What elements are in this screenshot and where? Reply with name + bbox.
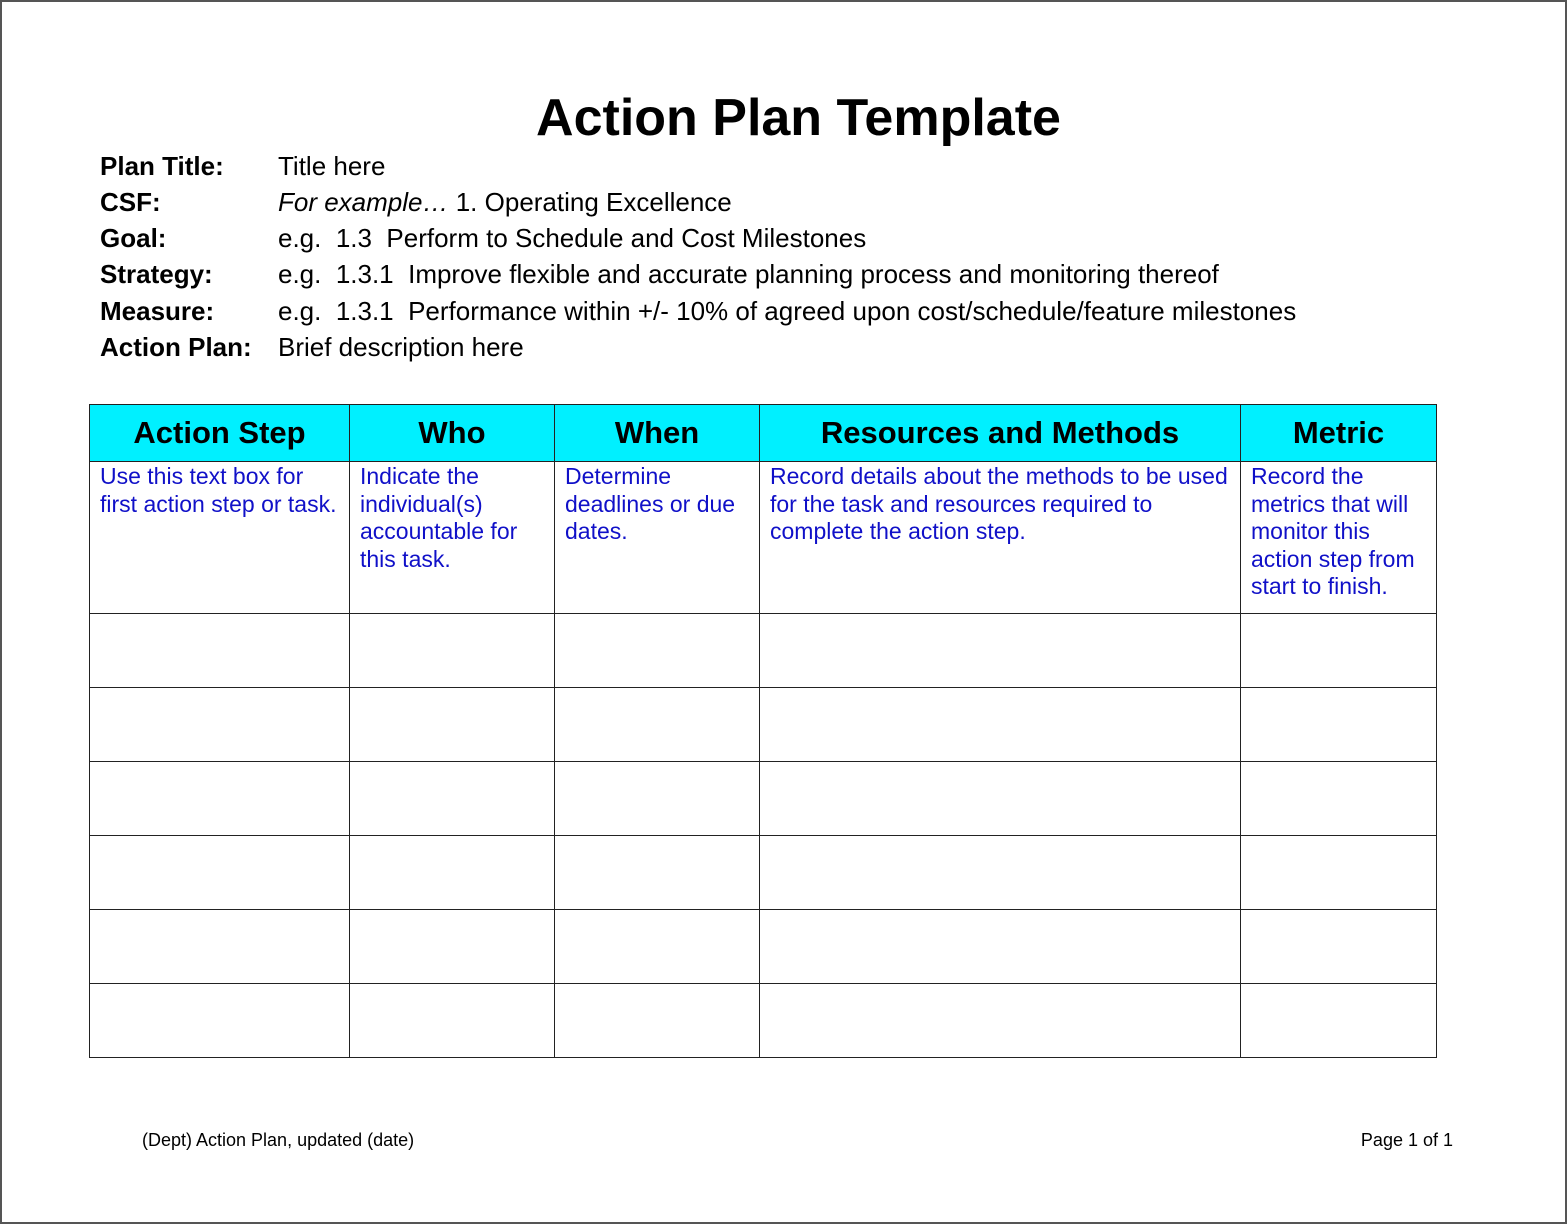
table-cell[interactable]: [760, 910, 1241, 984]
csf-label: CSF:: [100, 187, 161, 217]
table-row: [90, 688, 1437, 762]
csf-value[interactable]: [278, 184, 732, 220]
goal-value[interactable]: e.g. 1.3 Perform to Schedule and Cost Milestones: [278, 223, 867, 253]
table-cell[interactable]: [555, 910, 760, 984]
guidance-cell-who[interactable]: Indicate the individual(s) accountable for this task.: [350, 462, 555, 614]
table-cell[interactable]: [90, 762, 350, 836]
table-cell[interactable]: [760, 614, 1241, 688]
blank-rows: [90, 614, 1437, 1058]
footer-document-label: (Dept) Action Plan, updated (date): [142, 1130, 415, 1150]
table-row: [90, 762, 1437, 836]
action-plan-value[interactable]: Brief description here: [278, 332, 524, 362]
table-cell[interactable]: [90, 910, 350, 984]
action-plan-label: Action Plan:: [100, 332, 252, 362]
csf-example-prefix: For example…: [278, 187, 449, 217]
column-header-action-step: Action Step: [90, 405, 350, 462]
table-cell[interactable]: [1241, 984, 1437, 1058]
strategy-value[interactable]: e.g. 1.3.1 Improve flexible and accurate planning process and monitoring thereof: [278, 259, 1219, 289]
guidance-cell-metric[interactable]: Record the metrics that will monitor this action step from start to finish.: [1241, 462, 1437, 614]
table-cell[interactable]: [555, 614, 760, 688]
table-cell[interactable]: [1241, 836, 1437, 910]
plan-title-label: Plan Title:: [100, 151, 224, 181]
guidance-cell-action-step[interactable]: Use this text box for first action step or task.: [90, 462, 350, 614]
document-title: Action Plan Template: [536, 89, 1061, 147]
column-header-resources-and-methods: Resources and Methods: [760, 405, 1241, 462]
guidance-row: [90, 462, 1437, 614]
column-header-who: Who: [350, 405, 555, 462]
table-cell[interactable]: [555, 762, 760, 836]
goal-label: Goal:: [100, 223, 167, 253]
table-row: [90, 984, 1437, 1058]
table-cell[interactable]: [350, 910, 555, 984]
table-cell[interactable]: [1241, 762, 1437, 836]
table-cell[interactable]: [1241, 910, 1437, 984]
table-cell[interactable]: [90, 688, 350, 762]
column-header-when: When: [555, 405, 760, 462]
table-cell[interactable]: [760, 762, 1241, 836]
table-cell[interactable]: [760, 688, 1241, 762]
table-cell[interactable]: [555, 836, 760, 910]
table-cell[interactable]: [90, 984, 350, 1058]
table-cell[interactable]: [350, 836, 555, 910]
strategy-label: Strategy:: [100, 259, 213, 289]
table-cell[interactable]: [350, 688, 555, 762]
table-row: [90, 836, 1437, 910]
guidance-cell-resources[interactable]: Record details about the methods to be used for the task and resources required to complete the action step.: [760, 462, 1241, 614]
plan-title-value[interactable]: Title here: [278, 151, 386, 181]
column-header-metric: Metric: [1241, 405, 1437, 462]
table-cell[interactable]: [760, 836, 1241, 910]
table-cell[interactable]: [1241, 688, 1437, 762]
table-cell[interactable]: [555, 688, 760, 762]
table-header-row: [90, 405, 1437, 462]
table-cell[interactable]: [350, 614, 555, 688]
table-cell[interactable]: [90, 614, 350, 688]
measure-label: Measure:: [100, 296, 215, 326]
table-cell[interactable]: [90, 836, 350, 910]
table-cell[interactable]: [555, 984, 760, 1058]
footer-page-number: Page 1 of 1: [1360, 1130, 1453, 1150]
guidance-cell-when[interactable]: Determine deadlines or due dates.: [555, 462, 760, 614]
table-cell[interactable]: [1241, 614, 1437, 688]
table-row: [90, 910, 1437, 984]
csf-value-text: 1. Operating Excellence: [448, 187, 732, 217]
table-cell[interactable]: [350, 762, 555, 836]
table-row: [90, 614, 1437, 688]
table-cell[interactable]: [760, 984, 1241, 1058]
table-cell[interactable]: [350, 984, 555, 1058]
measure-value[interactable]: e.g. 1.3.1 Performance within +/- 10% of agreed upon cost/schedule/feature milestones: [278, 296, 1297, 326]
action-plan-table: [89, 404, 1437, 1058]
